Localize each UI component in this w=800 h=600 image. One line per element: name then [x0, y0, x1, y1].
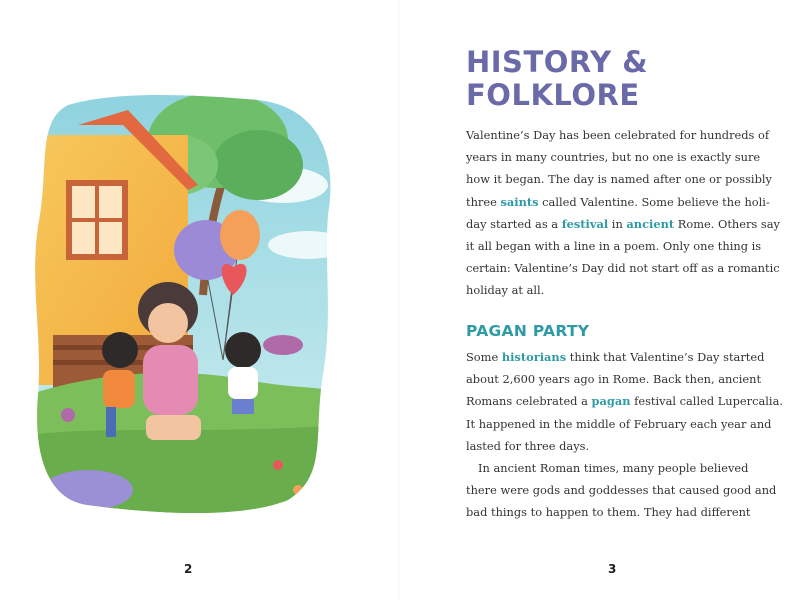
- text-segment: certain: Valentine’s Day did not start off as a romantic: [466, 261, 780, 276]
- text-segment: Romans celebrated a: [466, 394, 592, 409]
- text-segment: lasted for three days.: [466, 438, 590, 453]
- text-segment: how it began. The day is named after one or possibly: [466, 172, 772, 187]
- glossary-keyword: historians: [501, 350, 567, 364]
- text-segment: holiday at all.: [466, 283, 545, 298]
- text-line: [466, 368, 766, 390]
- section-heading: PAGAN PARTY: [466, 322, 590, 340]
- text-line: [466, 457, 766, 479]
- text-line: [466, 213, 780, 235]
- text-segment: It happened in the middle of February each year and: [466, 416, 772, 431]
- text-line: [466, 390, 783, 412]
- text-line: [466, 124, 770, 146]
- text-line: [466, 346, 766, 368]
- text-line: [466, 146, 766, 168]
- text-segment: Valentine’s Day has been celebrated for hundreds of: [466, 128, 770, 142]
- page-number-left: 2: [184, 562, 193, 576]
- text-segment: think that Valentine’s Day started: [566, 350, 765, 364]
- section-paragraph-continued: [466, 457, 777, 524]
- section-paragraph: [466, 346, 783, 457]
- text-segment: Rome. Others say: [674, 216, 780, 231]
- text-segment: bad things to happen to them. They had different: [466, 505, 751, 520]
- text-line: [466, 235, 766, 257]
- text-segment: in: [608, 216, 627, 231]
- text-line: [466, 479, 777, 501]
- intro-paragraph: [466, 124, 780, 302]
- text-line: [466, 435, 766, 457]
- text-segment: years in many countries, but no one is exactly sure: [466, 150, 761, 165]
- text-line: [466, 168, 772, 190]
- text-segment: day started as a: [466, 216, 562, 231]
- glossary-keyword: ancient: [626, 216, 675, 231]
- text-line: [466, 191, 770, 213]
- text-segment: there were gods and goddesses that caused good and: [466, 483, 777, 498]
- text-line: [466, 257, 780, 279]
- text-segment: about 2,600 years ago in Rome. Back then, ancient: [466, 372, 762, 387]
- text-segment: it all began with a line in a poem. Only one thing is: [466, 239, 762, 254]
- right-page: [400, 0, 800, 600]
- text-segment: Some: [466, 350, 502, 364]
- glossary-keyword: saints: [500, 194, 539, 209]
- title-line: FOLKLORE: [466, 78, 640, 112]
- page-number-right: 3: [608, 562, 617, 576]
- text-segment: three: [466, 194, 501, 209]
- text-segment: In ancient Roman times, many people believed: [478, 461, 749, 475]
- text-line: [466, 501, 766, 523]
- text-segment: called Valentine. Some believe the holi-: [538, 194, 770, 209]
- glossary-keyword: festival: [561, 216, 609, 231]
- text-line: [466, 413, 772, 435]
- text-line: [466, 279, 766, 301]
- grandmother-children-illustration: [28, 95, 338, 515]
- glossary-keyword: pagan: [591, 394, 631, 409]
- title-line: HISTORY &: [466, 45, 649, 79]
- text-segment: festival called Lupercalia.: [630, 394, 783, 409]
- page-title: [466, 46, 648, 112]
